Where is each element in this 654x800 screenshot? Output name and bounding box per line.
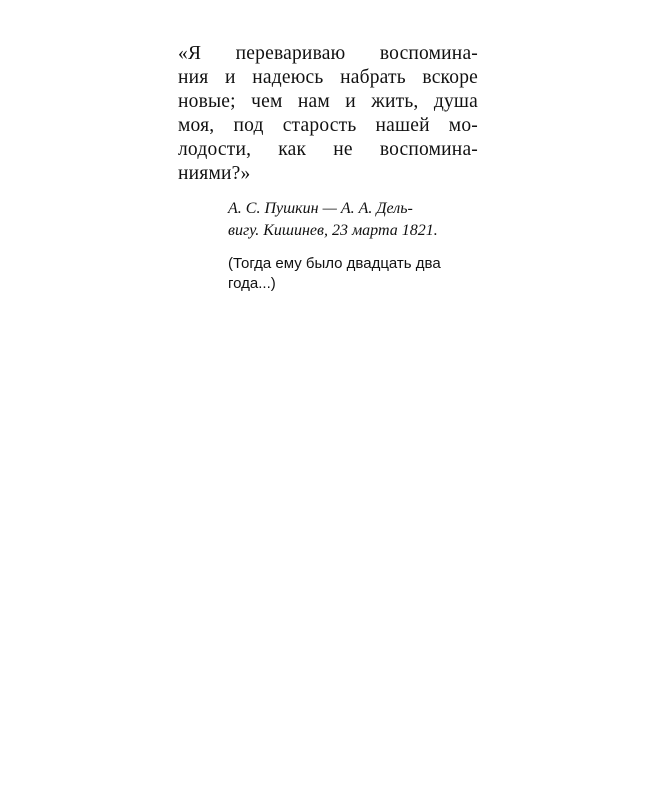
- quote-line: лодости, как не воспомина-: [178, 139, 478, 160]
- quote-line: ниями?»: [178, 163, 251, 184]
- quote-line: «Я перевариваю воспомина-: [178, 43, 478, 64]
- quote-line: моя, под старость нашей мо-: [178, 115, 478, 136]
- epigraph: [178, 42, 478, 294]
- epigraph-attribution: [228, 198, 478, 242]
- note-line: (Тогда ему было двадцать два: [228, 255, 441, 272]
- epigraph-note: [228, 254, 478, 294]
- quote-line: ния и надеюсь набрать вскоре: [178, 67, 478, 88]
- note-line: года...): [228, 275, 276, 292]
- attribution-line: А. С. Пушкин — А. А. Дель-: [228, 200, 413, 217]
- quote-line: новые; чем нам и жить, душа: [178, 91, 478, 112]
- attribution-line: вигу. Кишинев, 23 марта 1821.: [228, 222, 438, 239]
- epigraph-quote: [178, 42, 478, 186]
